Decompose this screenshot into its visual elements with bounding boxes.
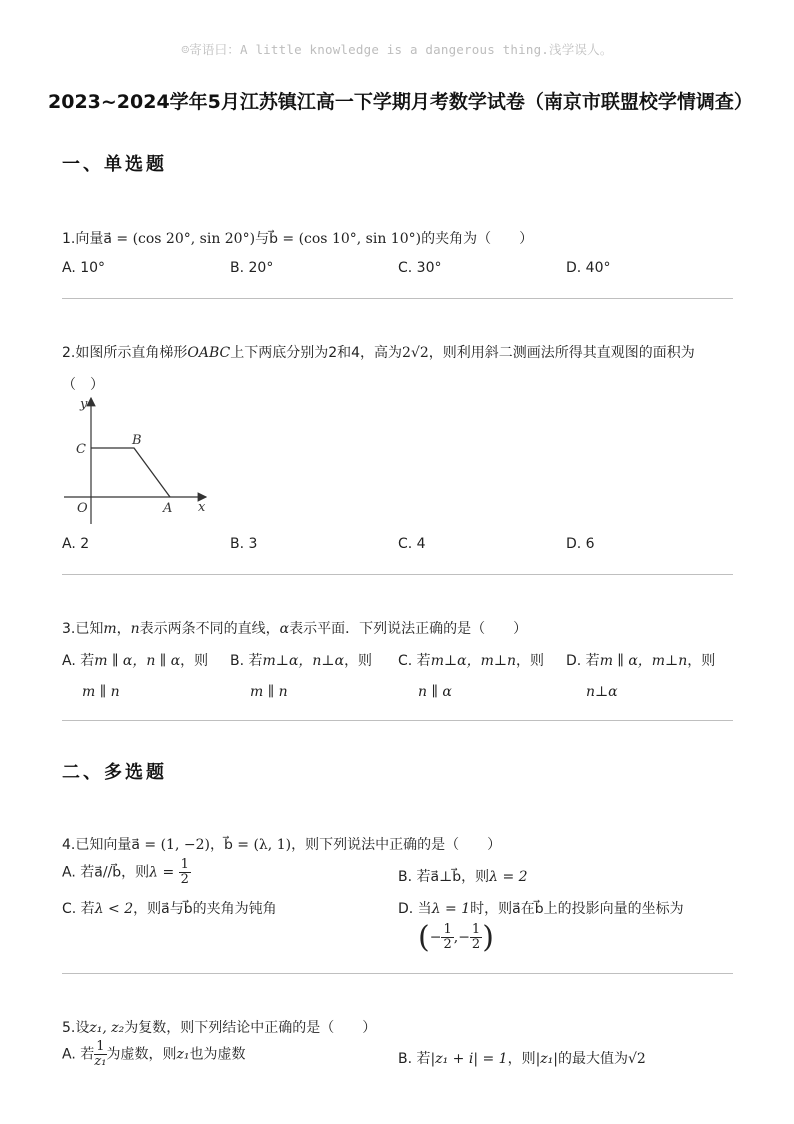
comma: , — [453, 929, 459, 946]
q2-answer-paren: （ ） — [62, 377, 104, 393]
label-y: y — [80, 397, 88, 412]
q3-b-concl: m ∥ n — [250, 684, 288, 700]
q3-option-a[interactable] — [62, 650, 227, 700]
q1-option-d[interactable]: D. 40° — [566, 260, 611, 276]
fraction-den: 2 — [180, 872, 189, 887]
label-o: O — [77, 501, 88, 516]
q4-c-mid: 与 — [169, 901, 184, 917]
question-5-stem — [62, 1017, 376, 1037]
q2-option-c[interactable]: C. 4 — [398, 536, 426, 552]
q4-d-text2: 在 — [520, 901, 535, 917]
q4-c-b: b⃗ — [183, 901, 193, 917]
q5-b-text: ，则 — [507, 1051, 536, 1067]
fraction — [441, 923, 453, 952]
fraction-num: 1 — [96, 1039, 105, 1054]
q5-b-tail: 的最大值为 — [558, 1051, 629, 1067]
projection-coordinates — [398, 920, 684, 955]
q3-option-c[interactable] — [398, 650, 563, 700]
q2-option-d[interactable]: D. 6 — [566, 536, 595, 552]
paren-right: ) — [482, 920, 494, 955]
label-a: A — [163, 501, 173, 516]
q3-m: m — [103, 621, 117, 637]
divider — [62, 574, 733, 575]
q4-d-b: b⃗ — [534, 901, 544, 917]
fraction-den: 2 — [471, 937, 481, 952]
q4-a-cond: a⃗//b⃗ — [94, 864, 122, 881]
label-c: C — [76, 442, 86, 457]
q3-a-concl: m ∥ n — [82, 684, 120, 700]
fraction-num: 1 — [471, 922, 481, 937]
q2-shape: OABC — [187, 345, 231, 361]
q5-a-text: 为虚数，则 — [106, 1046, 177, 1063]
q4-a-lhs: λ = — [149, 864, 175, 881]
q1-suffix: 的夹角为（ ） — [421, 231, 534, 247]
q3-b-label: B. 若 — [230, 653, 263, 669]
q4-d-label: D. 当 — [398, 901, 432, 917]
q3-d-cond: m ∥ α，m⊥n — [599, 653, 688, 669]
q5-a-tail: 也为虚数 — [189, 1046, 246, 1063]
q5-b-val: √2 — [628, 1051, 646, 1067]
q3-d-concl: n⊥α — [586, 684, 618, 700]
question-3-stem — [62, 618, 527, 638]
q4-d-a: a⃗ — [512, 901, 521, 917]
q3-stem-a: 3.已知 — [62, 621, 104, 637]
q3-b-then: ，则 — [344, 653, 373, 669]
fraction — [94, 1040, 106, 1069]
q3-stem-c: 表示平面．下列说法正确的是（ ） — [289, 621, 528, 637]
q3-c-concl: n ∥ α — [418, 684, 452, 700]
q1-vec-a: a⃗ = (cos 20°, sin 20°) — [103, 231, 256, 247]
q3-sep: ， — [116, 621, 131, 637]
q4-b-then: ，则 — [461, 869, 490, 885]
divider — [62, 720, 733, 721]
minus-sign: − — [458, 929, 470, 946]
divider — [62, 973, 733, 974]
question-1-stem — [62, 228, 533, 248]
q4-stem-b: ，则下列说法中正确的是（ ） — [291, 837, 502, 853]
q1-option-a[interactable]: A. 10° — [62, 260, 106, 276]
q4-d-cond: λ = 1 — [431, 901, 471, 917]
q4-d-text3: 上的投影向量的坐标为 — [543, 901, 684, 917]
page-title: 2023~2024学年5月江苏镇江高一下学期月考数学试卷（南京市联盟校学情调查） — [48, 91, 753, 113]
q3-alpha: α — [279, 621, 290, 637]
q2-option-a[interactable]: A. 2 — [62, 536, 90, 552]
q5-b-cond: |z₁ + i| = 1 — [430, 1051, 508, 1067]
q4-b-label: B. 若 — [398, 869, 431, 885]
q3-c-then: ，则 — [516, 653, 545, 669]
q4-b-expr: λ = 2 — [489, 869, 528, 885]
q4-option-d[interactable] — [398, 898, 684, 955]
section-heading-multiple-choice: 二、多选题 — [62, 762, 167, 783]
q4-option-b[interactable] — [398, 866, 528, 886]
q4-option-a[interactable] — [62, 858, 191, 887]
trapezoid-edges — [91, 448, 170, 497]
q5-a-label: A. 若 — [62, 1046, 95, 1063]
q2-stem-a: 2.如图所示直角梯形 — [62, 345, 188, 361]
q4-d-text1: 时，则 — [470, 901, 513, 917]
q4-c-cond: λ < 2 — [94, 901, 134, 917]
q3-d-label: D. 若 — [566, 653, 600, 669]
q4-sep: ， — [209, 837, 224, 853]
q2-option-b[interactable]: B. 3 — [230, 536, 258, 552]
label-b: B — [132, 433, 142, 448]
q3-d-then: ，则 — [687, 653, 716, 669]
question-2-stem — [62, 342, 695, 362]
q5-vars: z₁, z₂ — [89, 1020, 125, 1036]
fraction — [179, 858, 191, 887]
q1-vec-b: b⃗ = (cos 10°, sin 10°) — [269, 231, 422, 247]
q4-a-label: A. 若 — [62, 864, 95, 881]
q5-stem-b: 为复数，则下列结论中正确的是（ ） — [124, 1020, 377, 1036]
q5-a-z: z₁ — [176, 1046, 190, 1063]
q4-a-then: ，则 — [121, 864, 150, 881]
q5-option-b[interactable] — [398, 1048, 646, 1068]
section-heading-single-choice: 一、单选题 — [62, 154, 167, 175]
q5-b-label: B. 若 — [398, 1051, 431, 1067]
q3-a-label: A. 若 — [62, 653, 95, 669]
question-4-stem — [62, 834, 501, 854]
watermark: ☺寄语曰：A little knowledge is a dangerous thing.浅学误人。 — [181, 42, 613, 57]
q1-prefix: 1.向量 — [62, 231, 104, 247]
q5-option-a[interactable] — [62, 1040, 246, 1069]
q4-c-text: ，则 — [133, 901, 162, 917]
q2-height: 2√2 — [402, 345, 429, 361]
fraction-num: 1 — [180, 857, 189, 872]
q3-option-b[interactable] — [230, 650, 395, 700]
q4-vec-a: a⃗ = (1, −2) — [131, 837, 210, 853]
fraction-den: 2 — [443, 937, 452, 952]
q5-b-z: |z₁| — [535, 1051, 559, 1067]
divider — [62, 298, 733, 299]
q4-vec-b: b⃗ = (λ, 1) — [223, 837, 292, 853]
minus-sign: − — [429, 929, 442, 946]
q5-stem-a: 5.设 — [62, 1020, 90, 1036]
q3-a-then: ，则 — [180, 653, 209, 669]
q3-a-cond: m ∥ α，n ∥ α — [94, 653, 181, 669]
q3-c-label: C. 若 — [398, 653, 431, 669]
q1-option-c[interactable]: C. 30° — [398, 260, 442, 276]
fraction — [470, 923, 482, 952]
q3-option-d[interactable] — [566, 650, 731, 700]
q4-c-tail: 的夹角为钝角 — [192, 901, 277, 917]
q3-stem-b: 表示两条不同的直线， — [139, 621, 280, 637]
q3-b-cond: m⊥α，n⊥α — [262, 653, 345, 669]
q4-option-c[interactable] — [62, 898, 277, 918]
trapezoid-figure — [60, 392, 220, 526]
label-x: x — [198, 500, 206, 515]
q4-stem-a: 4.已知向量 — [62, 837, 132, 853]
q3-n: n — [130, 621, 140, 637]
fraction-den: z₁ — [94, 1054, 107, 1069]
q1-option-b[interactable]: B. 20° — [230, 260, 274, 276]
q3-c-cond: m⊥α，m⊥n — [430, 653, 517, 669]
q4-c-label: C. 若 — [62, 901, 95, 917]
q1-mid: 与 — [255, 231, 270, 247]
paren-left: ( — [418, 920, 430, 955]
q4-c-a: a⃗ — [161, 901, 170, 917]
q2-stem-c: ，则利用斜二测画法所得其直观图的面积为 — [428, 345, 695, 361]
fraction-num: 1 — [443, 922, 452, 937]
q2-stem-b: 上下两底分别为2和4，高为 — [230, 345, 403, 361]
q4-b-cond: a⃗⊥b⃗ — [430, 869, 462, 885]
